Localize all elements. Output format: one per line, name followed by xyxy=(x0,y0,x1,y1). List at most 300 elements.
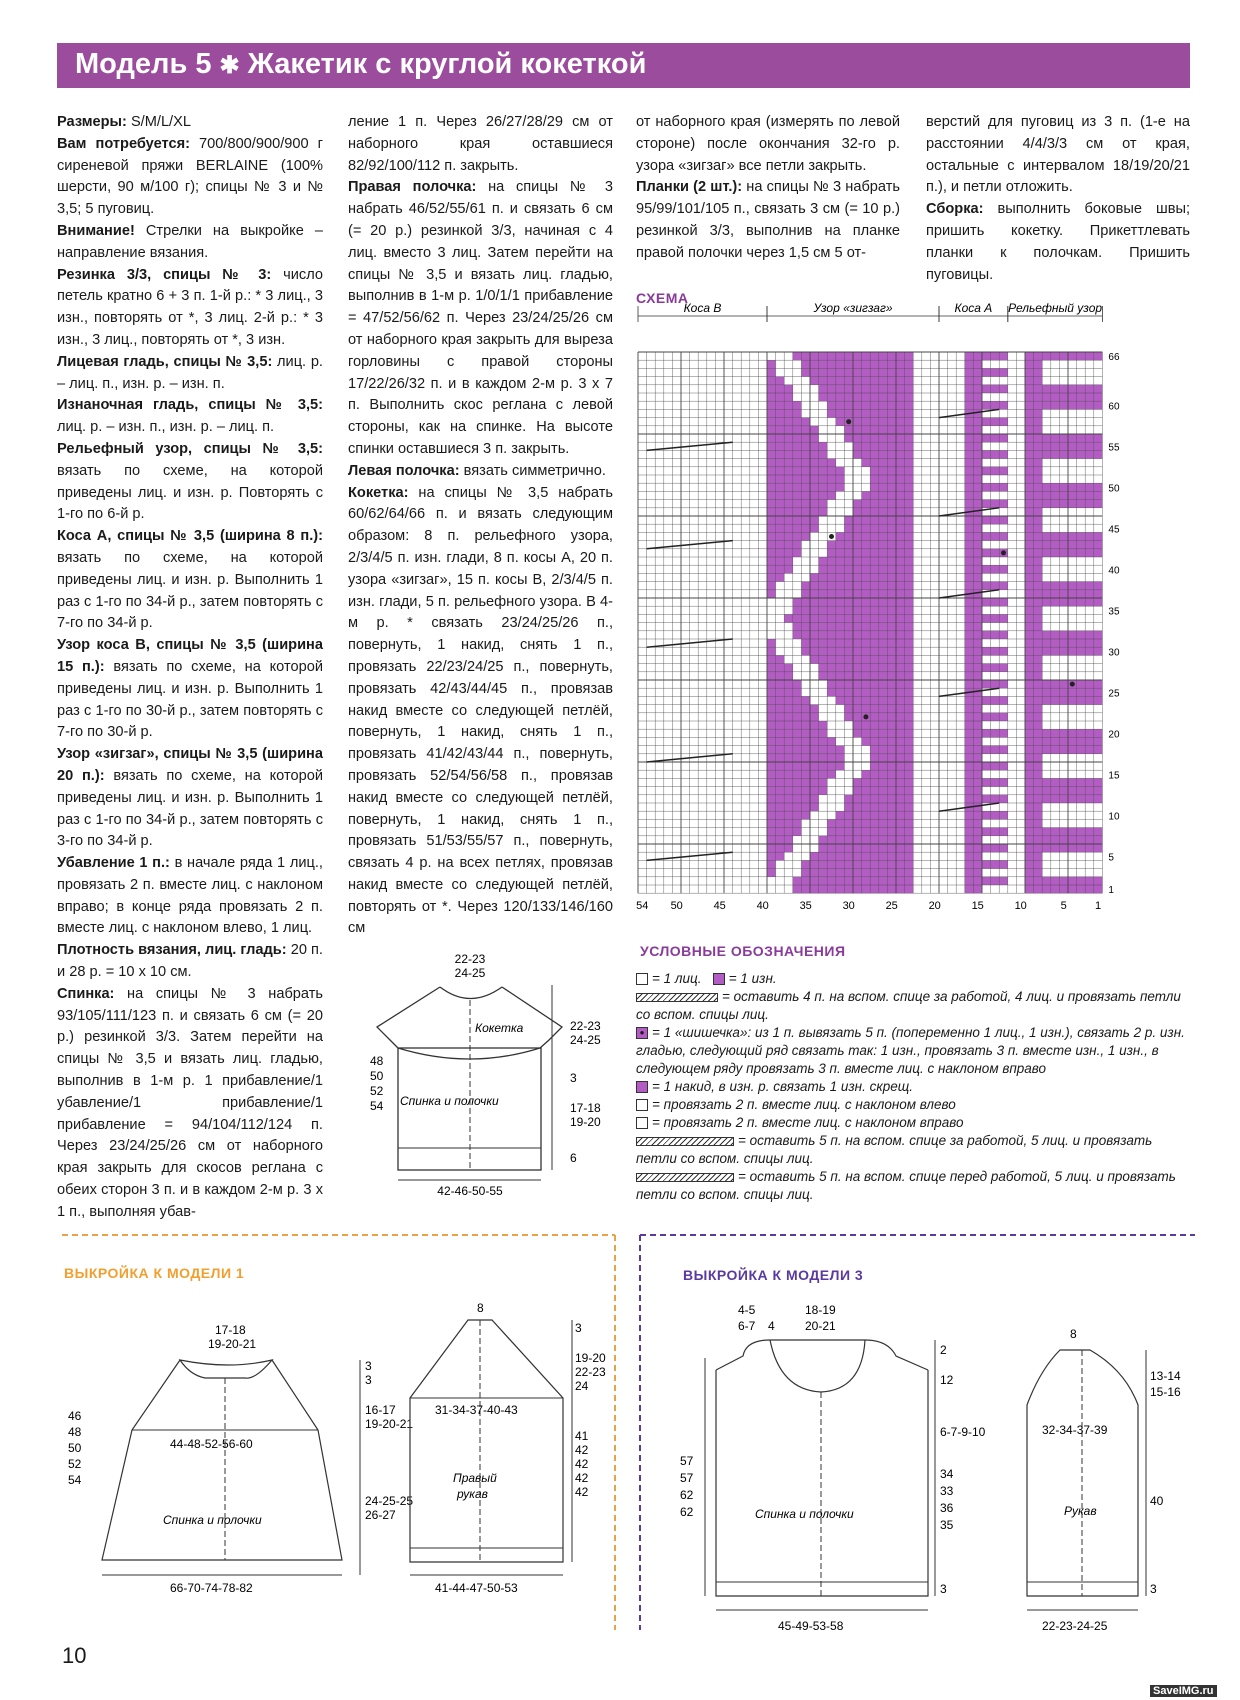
purl-cell xyxy=(982,549,991,557)
purl-cell xyxy=(879,664,888,672)
purl-cell xyxy=(767,483,776,491)
purl-cell xyxy=(1034,631,1043,639)
p3-sleeve-r-2: 40 xyxy=(1150,1494,1164,1508)
purl-cell xyxy=(784,426,793,434)
x-tick-label: 20 xyxy=(928,900,941,913)
purl-cell xyxy=(1059,631,1068,639)
purl-cell xyxy=(767,869,776,877)
purl-cell xyxy=(999,352,1008,360)
purl-cell xyxy=(1034,721,1043,729)
p3-sleeve-r-3: 3 xyxy=(1150,1582,1157,1596)
purl-cell xyxy=(896,655,905,663)
purl-cell xyxy=(784,483,793,491)
purl-cell xyxy=(801,352,810,360)
purl-cell xyxy=(1068,836,1077,844)
purl-cell xyxy=(819,557,828,565)
purl-cell xyxy=(776,532,785,540)
purl-cell xyxy=(905,467,914,475)
paragraph-text: вязать по схеме, на которой приведены лиц. и изн. р. Выполнить 1 раз с 1-го по 34-й р., затем повторять с 3-го по 34-й р. xyxy=(57,767,323,850)
purl-cell xyxy=(870,491,879,499)
purl-cell xyxy=(905,770,914,778)
purl-cell xyxy=(862,852,871,860)
purl-cell xyxy=(870,672,879,680)
purl-cell xyxy=(776,787,785,795)
purl-cell xyxy=(767,836,776,844)
purl-cell xyxy=(819,582,828,590)
purl-cell xyxy=(982,860,991,868)
purl-cell xyxy=(965,352,974,360)
purl-cell xyxy=(853,409,862,417)
purl-cell xyxy=(1034,836,1043,844)
purl-cell xyxy=(810,459,819,467)
p3-sleeve-mid: 32-34-37-39 xyxy=(1042,1423,1108,1437)
p1-sleeve-r-5: 42 xyxy=(575,1443,589,1457)
purl-cell xyxy=(853,672,862,680)
cable-swatch xyxy=(636,993,718,1002)
x-tick-label: 54 xyxy=(636,900,649,913)
purl-cell xyxy=(1025,418,1034,426)
p5-left-dim-3: 54 xyxy=(370,1099,384,1113)
purl-cell xyxy=(836,877,845,885)
purl-cell xyxy=(1025,467,1034,475)
purl-cell xyxy=(853,426,862,434)
purl-cell xyxy=(991,368,1000,376)
p1-r3-0: 24-25-25 xyxy=(365,1494,414,1508)
purl-cell xyxy=(862,803,871,811)
paragraph-text: 20 п. и 28 р. = 10 х 10 см. xyxy=(57,942,323,981)
purl-cell xyxy=(767,442,776,450)
purl-cell xyxy=(870,754,879,762)
p5-left-dim-1: 50 xyxy=(370,1069,384,1083)
purl-cell xyxy=(862,787,871,795)
purl-cell xyxy=(1094,491,1103,499)
purl-cell xyxy=(905,672,914,680)
purl-cell xyxy=(819,639,828,647)
purl-cell xyxy=(973,770,982,778)
purl-cell xyxy=(1059,500,1068,508)
x-tick-label: 25 xyxy=(885,900,898,913)
purl-cell xyxy=(1068,385,1077,393)
purl-cell xyxy=(862,623,871,631)
purl-cell xyxy=(1059,746,1068,754)
purl-cell xyxy=(844,582,853,590)
purl-cell xyxy=(1025,647,1034,655)
purl-cell xyxy=(887,532,896,540)
purl-cell xyxy=(767,557,776,565)
bobble-mark xyxy=(829,534,834,539)
purl-cell xyxy=(870,639,879,647)
purl-cell xyxy=(801,598,810,606)
purl-cell xyxy=(1051,778,1060,786)
purl-cell xyxy=(905,885,914,893)
purl-cell xyxy=(862,426,871,434)
purl-cell xyxy=(844,696,853,704)
purl-cell xyxy=(844,524,853,532)
purl-cell xyxy=(1042,885,1051,893)
purl-cell xyxy=(862,696,871,704)
purl-cell xyxy=(801,426,810,434)
purl-cell xyxy=(887,787,896,795)
purl-cell xyxy=(819,836,828,844)
purl-cell xyxy=(784,721,793,729)
purl-cell xyxy=(862,377,871,385)
purl-cell xyxy=(836,557,845,565)
paragraph-text: число петель кратно 6 + 3 п. 1-й р.: * 3 лиц., 3 изн., повторять от *, 3 лиц. 2-й р.: * 3 изн., 3 лиц., повторять от *, 3 изн. xyxy=(57,266,324,348)
purl-cell xyxy=(784,844,793,852)
purl-cell xyxy=(793,549,802,557)
purl-cell xyxy=(999,598,1008,606)
purl-cell xyxy=(1051,442,1060,450)
purl-cell xyxy=(982,729,991,737)
purl-cell xyxy=(1051,828,1060,836)
purl-cell xyxy=(767,639,776,647)
purl-cell xyxy=(973,491,982,499)
purl-cell xyxy=(1077,639,1086,647)
purl-cell xyxy=(982,467,991,475)
purl-cell xyxy=(896,614,905,622)
purl-cell xyxy=(1025,377,1034,385)
purl-cell xyxy=(1034,705,1043,713)
purl-cell xyxy=(810,729,819,737)
purl-cell xyxy=(982,352,991,360)
purl-cell xyxy=(973,426,982,434)
purl-cell xyxy=(801,631,810,639)
purl-cell xyxy=(862,557,871,565)
purl-cell xyxy=(999,401,1008,409)
purl-cell xyxy=(1068,885,1077,893)
purl-cell xyxy=(1077,491,1086,499)
purl-cell xyxy=(965,631,974,639)
purl-cell xyxy=(887,770,896,778)
purl-cell xyxy=(1042,877,1051,885)
purl-cell xyxy=(810,450,819,458)
purl-cell xyxy=(1085,541,1094,549)
purl-cell xyxy=(853,352,862,360)
purl-cell xyxy=(896,713,905,721)
purl-cell xyxy=(862,828,871,836)
purl-cell xyxy=(784,688,793,696)
purl-cell xyxy=(870,737,879,745)
purl-cell xyxy=(1025,860,1034,868)
purl-cell xyxy=(879,672,888,680)
purl-cell xyxy=(887,467,896,475)
purl-cell xyxy=(827,377,836,385)
purl-cell xyxy=(1068,729,1077,737)
purl-cell xyxy=(853,598,862,606)
paragraph-heading: Изнаночная гладь, спицы № 3,5: xyxy=(57,397,323,414)
decrease-left-swatch xyxy=(636,1099,648,1111)
purl-cell xyxy=(844,532,853,540)
purl-cell xyxy=(776,467,785,475)
scheme-title: СХЕМА xyxy=(636,290,689,306)
purl-cell xyxy=(870,426,879,434)
purl-cell xyxy=(1085,795,1094,803)
purl-cell xyxy=(896,393,905,401)
purl-cell xyxy=(853,573,862,581)
purl-cell xyxy=(827,475,836,483)
purl-cell xyxy=(801,705,810,713)
purl-cell xyxy=(870,385,879,393)
purl-cell xyxy=(862,401,871,409)
purl-cell xyxy=(827,409,836,417)
purl-cell xyxy=(784,787,793,795)
purl-cell xyxy=(836,418,845,426)
purl-cell xyxy=(896,557,905,565)
purl-cell xyxy=(1025,573,1034,581)
purl-cell xyxy=(784,795,793,803)
purl-cell xyxy=(879,614,888,622)
purl-cell xyxy=(879,705,888,713)
purl-cell xyxy=(810,598,819,606)
purl-cell xyxy=(844,680,853,688)
purl-cell xyxy=(827,737,836,745)
purl-cell xyxy=(999,647,1008,655)
purl-cell xyxy=(965,664,974,672)
bobble-mark xyxy=(1001,550,1006,555)
purl-cell xyxy=(999,631,1008,639)
purl-cell xyxy=(801,770,810,778)
purl-cell xyxy=(776,459,785,467)
col1-paragraph xyxy=(57,221,323,265)
purl-cell xyxy=(862,508,871,516)
col1-paragraph xyxy=(57,744,323,853)
purl-cell xyxy=(793,442,802,450)
purl-cell xyxy=(767,828,776,836)
purl-cell xyxy=(1068,393,1077,401)
col2-paragraph xyxy=(348,177,613,460)
purl-cell xyxy=(870,508,879,516)
paragraph-text: вязать по схеме, на которой приведены лиц. и изн. р. Выполнить 1 раз с 1-го по 34-й р., затем повторять с 7-го по 34-й р. xyxy=(57,549,323,632)
purl-cell xyxy=(896,754,905,762)
purl-cell xyxy=(896,500,905,508)
purl-cell xyxy=(836,754,845,762)
purl-cell xyxy=(905,401,914,409)
purl-cell xyxy=(896,696,905,704)
purl-cell xyxy=(999,664,1008,672)
purl-cell xyxy=(870,828,879,836)
purl-cell xyxy=(896,860,905,868)
purl-cell xyxy=(896,746,905,754)
purl-cell xyxy=(887,573,896,581)
purl-cell xyxy=(801,746,810,754)
purl-cell xyxy=(1068,598,1077,606)
purl-cell xyxy=(879,639,888,647)
purl-cell xyxy=(776,852,785,860)
purl-cell xyxy=(853,582,862,590)
purl-cell xyxy=(844,606,853,614)
purl-cell xyxy=(819,491,828,499)
purl-cell xyxy=(836,631,845,639)
purl-cell xyxy=(853,524,862,532)
purl-cell xyxy=(887,795,896,803)
purl-cell xyxy=(973,508,982,516)
bobble-mark xyxy=(846,419,851,424)
purl-cell xyxy=(1051,434,1060,442)
purl-cell xyxy=(1068,483,1077,491)
purl-cell xyxy=(801,500,810,508)
purl-cell xyxy=(810,803,819,811)
y-tick-label: 25 xyxy=(1108,688,1120,700)
p3-body-label: Спинка и полочки xyxy=(755,1507,854,1521)
purl-cell xyxy=(870,360,879,368)
purl-cell xyxy=(1094,532,1103,540)
legend-title: УСЛОВНЫЕ ОБОЗНАЧЕНИЯ xyxy=(640,943,846,959)
purl-cell xyxy=(776,549,785,557)
purl-cell xyxy=(767,532,776,540)
purl-cell xyxy=(819,377,828,385)
purl-cell xyxy=(1051,688,1060,696)
purl-cell xyxy=(896,582,905,590)
purl-cell xyxy=(973,516,982,524)
purl-cell xyxy=(1042,688,1051,696)
purl-cell xyxy=(767,582,776,590)
purl-cell xyxy=(836,598,845,606)
purl-cell xyxy=(870,680,879,688)
purl-cell xyxy=(973,778,982,786)
purl-cell xyxy=(1094,680,1103,688)
purl-cell xyxy=(836,475,845,483)
purl-cell xyxy=(853,557,862,565)
purl-cell xyxy=(784,418,793,426)
purl-cell xyxy=(905,500,914,508)
purl-cell xyxy=(1059,778,1068,786)
purl-cell xyxy=(896,623,905,631)
purl-cell xyxy=(844,803,853,811)
purl-cell xyxy=(853,541,862,549)
purl-cell xyxy=(776,803,785,811)
col2-paragraph xyxy=(348,112,613,177)
purl-cell xyxy=(991,680,1000,688)
purl-cell xyxy=(1025,475,1034,483)
purl-cell xyxy=(793,598,802,606)
purl-cell xyxy=(887,377,896,385)
purl-cell xyxy=(879,573,888,581)
purl-cell xyxy=(827,664,836,672)
purl-cell xyxy=(973,377,982,385)
x-tick-label: 1 xyxy=(1095,900,1102,913)
purl-cell xyxy=(973,713,982,721)
purl-cell xyxy=(1042,598,1051,606)
purl-cell xyxy=(982,614,991,622)
purl-cell xyxy=(999,713,1008,721)
purl-cell xyxy=(827,557,836,565)
purl-cell xyxy=(853,434,862,442)
purl-cell xyxy=(793,885,802,893)
purl-cell xyxy=(1034,508,1043,516)
purl-cell xyxy=(836,869,845,877)
purl-cell xyxy=(1077,541,1086,549)
purl-cell xyxy=(810,516,819,524)
purl-cell xyxy=(1034,401,1043,409)
purl-cell xyxy=(973,647,982,655)
purl-cell xyxy=(1025,770,1034,778)
purl-cell xyxy=(879,385,888,393)
purl-cell xyxy=(853,860,862,868)
purl-cell xyxy=(853,623,862,631)
purl-cell xyxy=(819,770,828,778)
purl-cell xyxy=(1059,647,1068,655)
purl-cell xyxy=(827,491,836,499)
y-tick-label: 1 xyxy=(1108,885,1114,897)
purl-cell xyxy=(905,459,914,467)
purl-cell xyxy=(1094,688,1103,696)
purl-cell xyxy=(767,647,776,655)
purl-cell xyxy=(905,491,914,499)
purl-cell xyxy=(1077,778,1086,786)
p5-left-dim-2: 52 xyxy=(370,1084,384,1098)
purl-cell xyxy=(905,655,914,663)
purl-cell xyxy=(1085,434,1094,442)
purl-cell xyxy=(819,737,828,745)
purl-cell xyxy=(991,565,1000,573)
purl-cell xyxy=(819,475,828,483)
purl-cell xyxy=(836,860,845,868)
purl-cell xyxy=(870,434,879,442)
purl-cell xyxy=(1034,737,1043,745)
purl-cell xyxy=(784,385,793,393)
col3-paragraph xyxy=(636,112,900,177)
purl-cell xyxy=(1025,885,1034,893)
purl-cell xyxy=(973,606,982,614)
purl-cell xyxy=(870,746,879,754)
purl-cell xyxy=(887,434,896,442)
purl-cell xyxy=(1025,754,1034,762)
purl-cell xyxy=(965,500,974,508)
purl-cell xyxy=(879,680,888,688)
purl-cell xyxy=(853,819,862,827)
purl-cell xyxy=(887,524,896,532)
purl-cell xyxy=(844,590,853,598)
purl-cell xyxy=(879,524,888,532)
paragraph-heading: Рельефный узор, спицы № 3,5: xyxy=(57,440,323,457)
purl-cell xyxy=(905,516,914,524)
purl-cell xyxy=(965,360,974,368)
purl-cell xyxy=(1034,885,1043,893)
purl-cell xyxy=(844,819,853,827)
purl-cell xyxy=(1051,737,1060,745)
purl-cell xyxy=(776,557,785,565)
p5-right-dim-4: 19-20 xyxy=(570,1115,601,1129)
purl-cell xyxy=(896,524,905,532)
purl-cell xyxy=(1034,811,1043,819)
purl-cell xyxy=(1068,787,1077,795)
purl-cell xyxy=(982,434,991,442)
purl-cell xyxy=(896,409,905,417)
p1-sleeve-r-1: 19-20 xyxy=(575,1351,606,1365)
purl-cell xyxy=(819,647,828,655)
purl-cell xyxy=(896,549,905,557)
p3-r-3: 34 xyxy=(940,1467,954,1481)
purl-cell xyxy=(1042,729,1051,737)
purl-cell xyxy=(1094,541,1103,549)
purl-cell xyxy=(887,672,896,680)
purl-cell xyxy=(905,803,914,811)
purl-cell xyxy=(965,418,974,426)
paragraph-text: лиц. р. – лиц. п., изн. р. – изн. п. xyxy=(57,353,323,392)
purl-cell xyxy=(1059,795,1068,803)
purl-cell xyxy=(887,762,896,770)
p3-r-2: 6-7-9-10 xyxy=(940,1425,986,1439)
purl-cell xyxy=(793,696,802,704)
purl-cell xyxy=(991,844,1000,852)
purl-cell xyxy=(862,549,871,557)
p3-sleeve-r-0: 13-14 xyxy=(1150,1369,1181,1383)
purl-cell xyxy=(887,418,896,426)
purl-cell xyxy=(836,852,845,860)
purl-cell xyxy=(844,598,853,606)
purl-cell xyxy=(1085,729,1094,737)
purl-cell xyxy=(810,623,819,631)
